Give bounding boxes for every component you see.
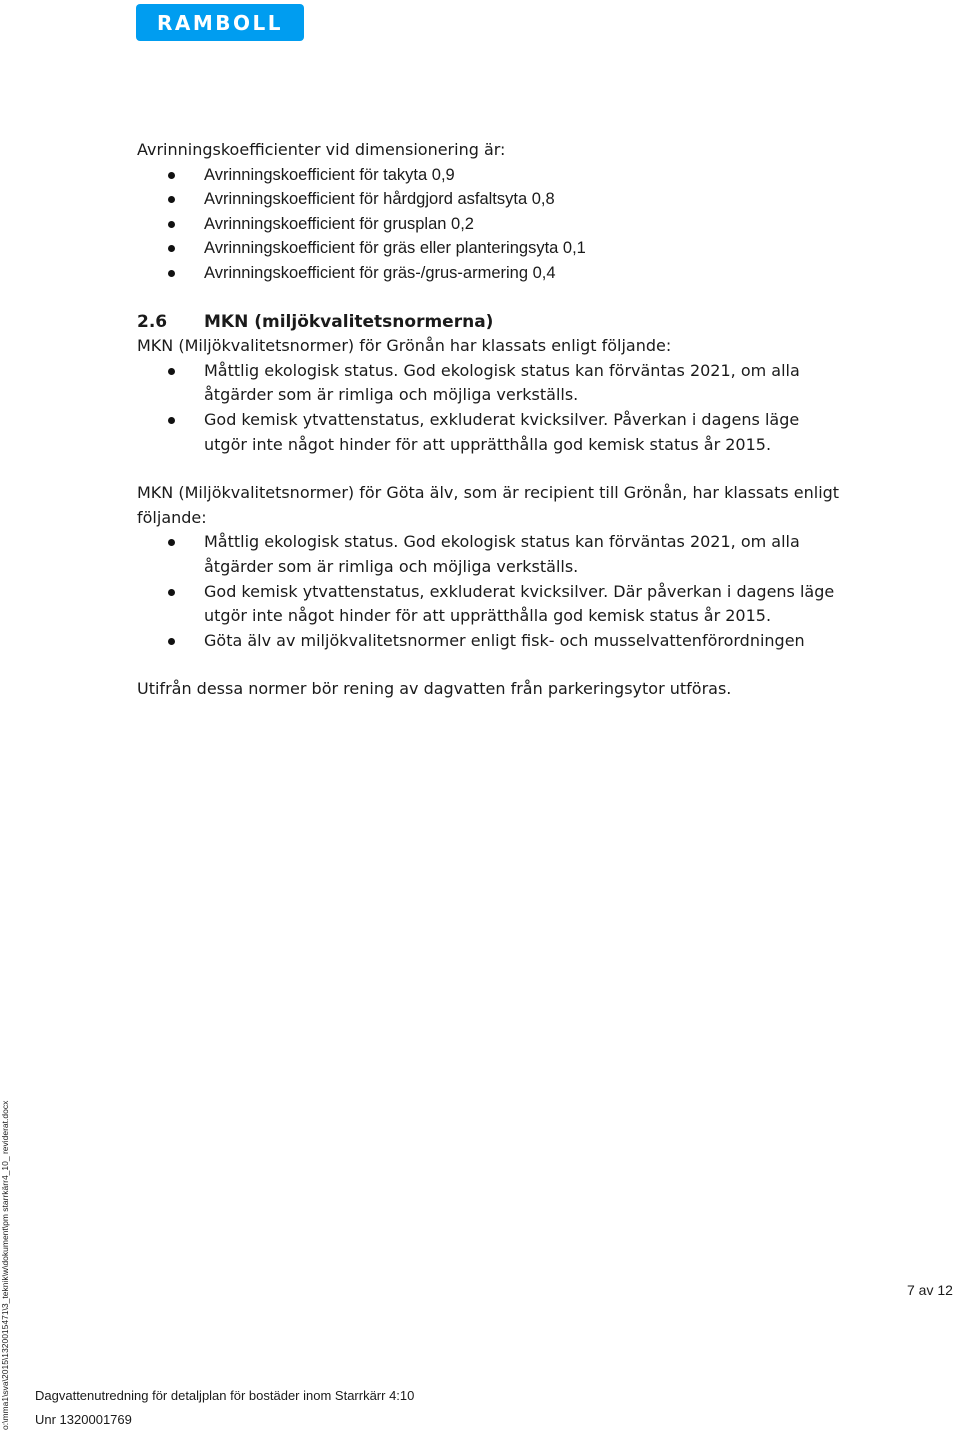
bullet-icon (168, 196, 175, 203)
section-heading (137, 310, 847, 335)
bullet-icon (168, 539, 175, 546)
gronan-intro: MKN (Miljökvalitetsnormer) för Grönån har klassats enligt följande: (137, 336, 672, 356)
list-item (137, 530, 847, 579)
gota-list (137, 530, 847, 653)
list-item-text: Avrinningskoefficient för hårdgjord asfaltsyta 0,8 (204, 190, 555, 209)
gronan-list (137, 359, 847, 457)
coefficients-intro: Avrinningskoefficienter vid dimensionering är: (137, 140, 506, 159)
footer-title: Dagvattenutredning för detaljplan för bostäder inom Starrkärr 4:10 (35, 1388, 415, 1403)
list-item (137, 359, 847, 408)
list-item-text: Avrinningskoefficient för gräs-/grus-armering 0,4 (204, 263, 556, 282)
list-item (137, 236, 847, 261)
gota-intro: MKN (Miljökvalitetsnormer) för Göta älv, som är recipient till Grönån, har klassats enligt följande: (137, 483, 840, 527)
list-item-text: Avrinningskoefficient för grusplan 0,2 (204, 214, 474, 233)
ramboll-logo (136, 4, 304, 41)
list-item-text: God kemisk ytvattenstatus, exkluderat kvicksilver. Där påverkan i dagens läge utgör inte något hinder för att upprätthålla god kemisk status år 2015. (204, 581, 835, 626)
list-item-text: Avrinningskoefficient för takyta 0,9 (204, 165, 455, 184)
bullet-icon (168, 270, 175, 277)
bullet-icon (168, 245, 175, 252)
list-item (137, 408, 847, 457)
file-path: o:\mma1\sva\2015\1320015471\3_teknik\w\dokument\pm starrkärr4_10_ reviderat.docx (0, 1100, 10, 1430)
coefficients-list (137, 163, 847, 286)
bullet-icon (168, 638, 175, 645)
bullet-icon (168, 417, 175, 424)
closing-statement: Utifrån dessa normer bör rening av dagvatten från parkeringsytor utföras. (137, 679, 732, 699)
bullet-icon (168, 589, 175, 596)
list-item-text: Måttlig ekologisk status. God ekologisk status kan förväntas 2021, om alla åtgärder som är rimliga och möjliga verkställs. (204, 360, 800, 405)
section-title: MKN (miljökvalitetsnormerna) (204, 311, 494, 332)
bullet-icon (168, 221, 175, 228)
bullet-icon (168, 368, 175, 375)
list-item (137, 629, 847, 654)
document-body (137, 138, 847, 702)
list-item-text: God kemisk ytvattenstatus, exkluderat kvicksilver. Påverkan i dagens läge utgör inte något hinder för att upprätthålla god kemisk status år 2015. (204, 409, 800, 454)
logo-text: RAMBOLL (156, 10, 283, 35)
list-item-text: Avrinningskoefficient för gräs eller planteringsyta 0,1 (204, 239, 586, 258)
bullet-icon (168, 172, 175, 179)
list-item (137, 212, 847, 237)
section-number: 2.6 (137, 311, 168, 332)
list-item-text: Göta älv av miljökvalitetsnormer enligt fisk- och musselvattenförordningen (204, 630, 805, 650)
list-item (137, 163, 847, 188)
list-item (137, 580, 847, 629)
page-number: 7 av 12 (907, 1282, 953, 1298)
footer-unr: Unr 1320001769 (35, 1412, 132, 1427)
list-item (137, 261, 847, 286)
list-item-text: Måttlig ekologisk status. God ekologisk status kan förväntas 2021, om alla åtgärder som är rimliga och möjliga verkställs. (204, 532, 800, 576)
list-item (137, 187, 847, 212)
